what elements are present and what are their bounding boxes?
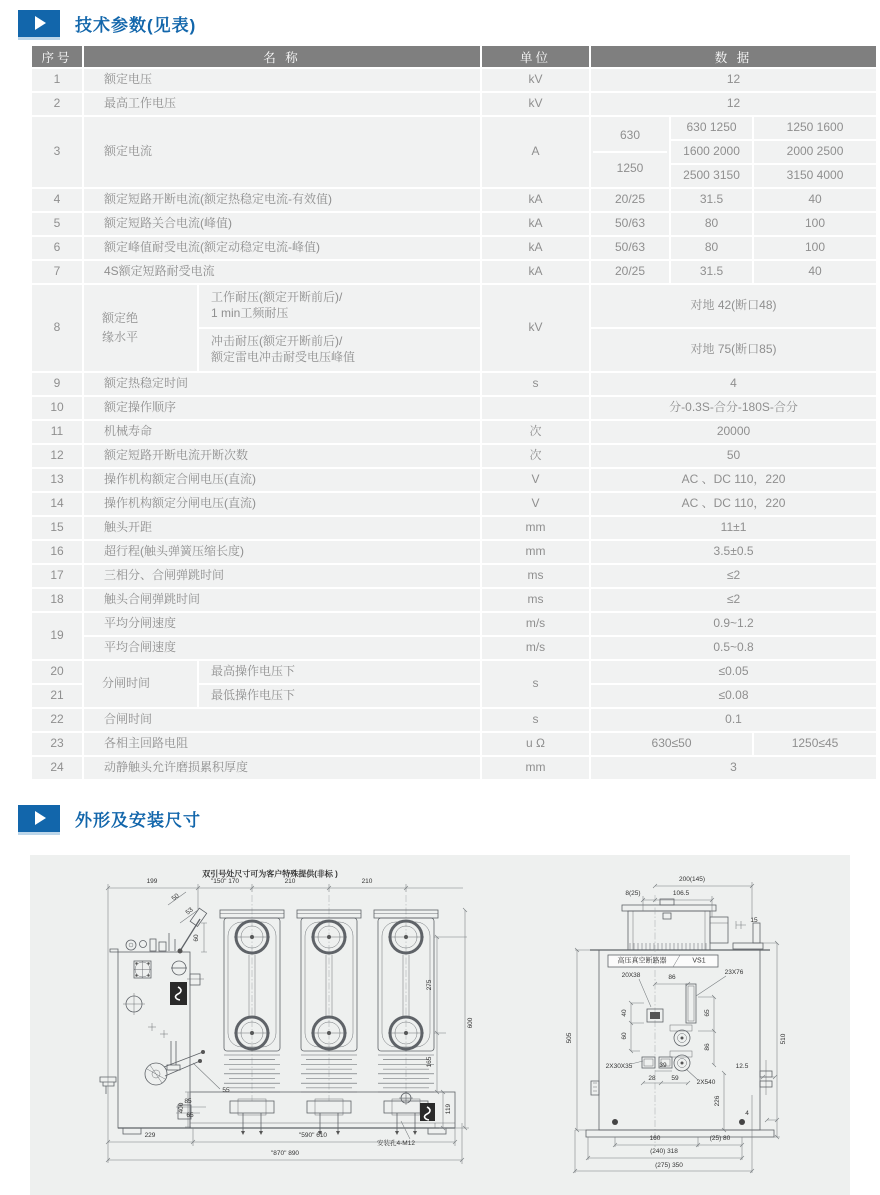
cell-no: 4 [31,188,83,212]
dim-label: 226 [713,1095,721,1107]
cell-data: 20000 [590,420,877,444]
cell-data: 40 [753,260,877,284]
cell-name: 分闸时间 [83,660,198,708]
table-row [31,588,877,612]
cell-data: 1250 [593,151,667,184]
table-row [31,444,877,468]
dim-label: (25) 80 [709,1134,731,1142]
cell-no: 8 [31,284,83,372]
cell-data: 3150 4000 [753,164,877,188]
cell-name: 合闸时间 [83,708,481,732]
dim-label: 23X76 [724,968,744,976]
cell-no: 2 [31,92,83,116]
cell-data: 1250 1600 [753,116,877,140]
table-row [31,612,877,636]
cell-name: 最高工作电压 [83,92,481,116]
technical-drawing [30,855,850,1195]
dim-label: "870" 890 [270,1149,300,1157]
cell-unit: mm [481,756,590,780]
cell-unit: ms [481,564,590,588]
side-view [573,882,780,1173]
cell-name: 额定电流 [83,116,481,188]
dim-label: 28 [648,1074,656,1082]
cell-data: 12 [590,92,877,116]
cell-name: 额定短路开断电流开断次数 [83,444,481,468]
table-row [31,660,877,684]
cell-name: 额定短路关合电流(峰值) [83,212,481,236]
cell-data: 1600 2000 [670,140,753,164]
cell-unit: s [481,708,590,732]
cell-unit: A [481,116,590,188]
cell-data: 50/63 [590,236,670,260]
dim-label: (240) 318 [650,1147,678,1155]
table-row [31,116,877,140]
cell-name: 操作机构额定分闸电压(直流) [83,492,481,516]
cell-name: 4S额定短路耐受电流 [83,260,481,284]
cell-name: 平均分闸速度 [83,612,481,636]
cell-unit: V [481,468,590,492]
dim-label: 4 [745,1109,749,1117]
cell-name: 超行程(触头弹簧压缩长度) [83,540,481,564]
cell-unit: kA [481,236,590,260]
cell-unit: s [481,372,590,396]
cell-data: 80 [670,212,753,236]
cell-data: 3.5±0.5 [590,540,877,564]
cell-unit: 次 [481,444,590,468]
cell-no: 13 [31,468,83,492]
table-header-row [31,45,877,68]
dim-label: 39 [659,1061,667,1069]
col-header-unit: 单位 [481,45,590,68]
cell-no: 22 [31,708,83,732]
cell-unit: kA [481,212,590,236]
cell-unit: kV [481,284,590,372]
dim-label: 85 [184,1097,192,1105]
dim-label: 40 [620,1009,628,1017]
section-title: 外形及安装尺寸 [75,810,201,830]
cell-name: 平均合闸速度 [83,636,481,660]
dim-label: 15 [750,916,758,924]
cell-data: AC 、DC 110，220 [590,492,877,516]
dim-label: 86 [668,973,676,981]
cell-unit: kA [481,260,590,284]
table-row [31,420,877,444]
dim-label: 65 [186,1111,194,1119]
dim-label: 20X38 [621,971,641,979]
cell-data: 2000 2500 [753,140,877,164]
table-row [31,492,877,516]
cell-no: 24 [31,756,83,780]
table-row [31,188,877,212]
cell-data: 3 [590,756,877,780]
cell-no: 18 [31,588,83,612]
cell-subname: 最高操作电压下 [198,660,481,684]
dim-label: 2X30X35 [605,1062,633,1070]
cell-unit: s [481,660,590,708]
table-row [31,636,877,660]
cell-no: 17 [31,564,83,588]
cell-name: 动静触头允许磨损累积厚度 [83,756,481,780]
cell-data: 100 [753,212,877,236]
dim-label: 200(145) [678,875,706,883]
drawing-note: 双引号处尺寸可为客户特殊提供(非标 ) [202,869,338,879]
cell-unit: mm [481,540,590,564]
dim-label: 400 [177,1102,185,1114]
cell-no: 9 [31,372,83,396]
dim-label: (275) 350 [655,1161,683,1169]
table-row [31,212,877,236]
cell-data: 40 [753,188,877,212]
table-row [31,284,877,328]
cell-no: 3 [31,116,83,188]
cell-name: 额定绝缘水平 [83,284,198,372]
dim-label: 安装孔4-M12 [377,1139,415,1147]
cell-name: 额定短路开断电流(额定热稳定电流-有效值) [83,188,481,212]
cell-data: 50/63 [590,212,670,236]
cell-data: 11±1 [590,516,877,540]
cell-unit: 次 [481,420,590,444]
cell-data: 4 [590,372,877,396]
cell-data: 80 [670,236,753,260]
spec-table [30,44,878,781]
table-row [31,564,877,588]
dim-label: 60 [620,1032,628,1040]
table-row [31,708,877,732]
cell-name: 额定操作顺序 [83,396,481,420]
dim-label: 65 [703,1009,711,1017]
dim-label: 199 [146,877,158,885]
table-row [31,372,877,396]
cell-data: 31.5 [670,188,753,212]
cell-unit: kV [481,92,590,116]
dim-label: 86 [703,1043,711,1051]
cell-no: 11 [31,420,83,444]
table-row [31,236,877,260]
dim-label: 50 [170,892,181,903]
cell-data: 对地 42(断口48) [590,284,877,328]
cell-subname: 冲击耐压(额定开断前后)/ 额定雷电冲击耐受电压峰值 [198,328,481,372]
dim-label: 59 [671,1074,679,1082]
cell-data: AC 、DC 110，220 [590,468,877,492]
table-row [31,92,877,116]
cell-no: 1 [31,68,83,92]
dim-label: 高压真空断路器 [617,957,667,965]
dim-label: 119 [444,1103,452,1115]
cell-no: 7 [31,260,83,284]
cell-data: 630≤50 [590,732,753,756]
dim-label: 165 [425,1056,433,1068]
dim-label: 60 [192,934,200,942]
cell-name: 三相分、合闸弹跳时间 [83,564,481,588]
cell-data: 对地 75(断口85) [590,328,877,372]
table-row [31,468,877,492]
cell-no: 14 [31,492,83,516]
col-header-name: 名 称 [83,45,481,68]
dim-label: 210 [361,877,373,885]
front-view [100,884,469,1164]
cell-no: 21 [31,684,83,708]
table-row [31,396,877,420]
dim-label: 275 [425,979,433,991]
cell-data: 1250≤45 [753,732,877,756]
cell-data: ≤2 [590,588,877,612]
cell-unit: kA [481,188,590,212]
cell-subname: 工作耐压(额定开断前后)/ 1 min工频耐压 [198,284,481,328]
cell-no: 19 [31,612,83,660]
cell-data: 630 1250 [670,116,753,140]
cell-unit: mm [481,516,590,540]
table-row [31,260,877,284]
cell-data: 2500 3150 [670,164,753,188]
cell-data: ≤2 [590,564,877,588]
play-icon [18,10,60,37]
dim-label: 510 [779,1033,787,1045]
cell-unit [481,396,590,420]
cell-subname: 最低操作电压下 [198,684,481,708]
cell-no: 5 [31,212,83,236]
cell-name: 额定电压 [83,68,481,92]
cell-unit: m/s [481,636,590,660]
cell-name: 操作机构额定合闸电压(直流) [83,468,481,492]
cell-data: 12 [590,68,877,92]
cell-name: 额定峰值耐受电流(额定动稳定电流-峰值) [83,236,481,260]
catalog-page [0,8,880,1169]
cell-unit: ms [481,588,590,612]
cell-unit: V [481,492,590,516]
table-row [31,756,877,780]
cell-data: 20/25 [590,260,670,284]
cell-data: ≤0.08 [590,684,877,708]
cell-no: 20 [31,660,83,684]
cell-no: 12 [31,444,83,468]
table-row [31,68,877,92]
play-icon [18,805,60,832]
dim-label: 55 [222,1086,230,1094]
dim-label: 12.5 [735,1062,749,1070]
table-row [31,540,877,564]
cell-name: 额定热稳定时间 [83,372,481,396]
cell-data-split [590,116,670,188]
cell-name: 触头合闸弹跳时间 [83,588,481,612]
dimension-drawing-panel [30,855,850,1195]
section-header-dimensions [18,803,880,833]
dim-label: 2X540 [696,1078,716,1086]
col-header-data: 数 据 [590,45,877,68]
dim-label: 505 [565,1032,573,1044]
dim-label: 106.5 [672,889,690,897]
cell-data: 630 [620,127,641,142]
section-header-tech-params [18,8,880,38]
cell-data: 20/25 [590,188,670,212]
dim-label: 160 [649,1134,661,1142]
cell-data: 0.5~0.8 [590,636,877,660]
dim-label: 8(25) [625,889,641,897]
cell-name: 各相主回路电阻 [83,732,481,756]
section-title: 技术参数(见表) [75,15,197,35]
table-row [31,732,877,756]
cell-data: 100 [753,236,877,260]
cell-name: 机械寿命 [83,420,481,444]
table-row [31,516,877,540]
dim-label: 53 [184,906,195,917]
cell-unit: kV [481,68,590,92]
dim-label: VS1 [692,957,706,965]
col-header-no: 序号 [31,45,83,68]
cell-data: 50 [590,444,877,468]
cell-unit: u Ω [481,732,590,756]
cell-no: 10 [31,396,83,420]
dim-label: 600 [466,1017,474,1029]
dim-label: "150" 170 [210,877,240,885]
cell-no: 16 [31,540,83,564]
cell-unit: m/s [481,612,590,636]
cell-data: 0.1 [590,708,877,732]
dim-label: 210 [284,877,296,885]
cell-no: 23 [31,732,83,756]
dim-label: "590" 610 [298,1131,328,1139]
dim-label: 229 [144,1131,156,1139]
cell-data: 31.5 [670,260,753,284]
cell-data: 0.9~1.2 [590,612,877,636]
cell-data: ≤0.05 [590,660,877,684]
cell-no: 15 [31,516,83,540]
cell-no: 6 [31,236,83,260]
cell-name: 触头开距 [83,516,481,540]
cell-data: 分-0.3S-合分-180S-合分 [590,396,877,420]
